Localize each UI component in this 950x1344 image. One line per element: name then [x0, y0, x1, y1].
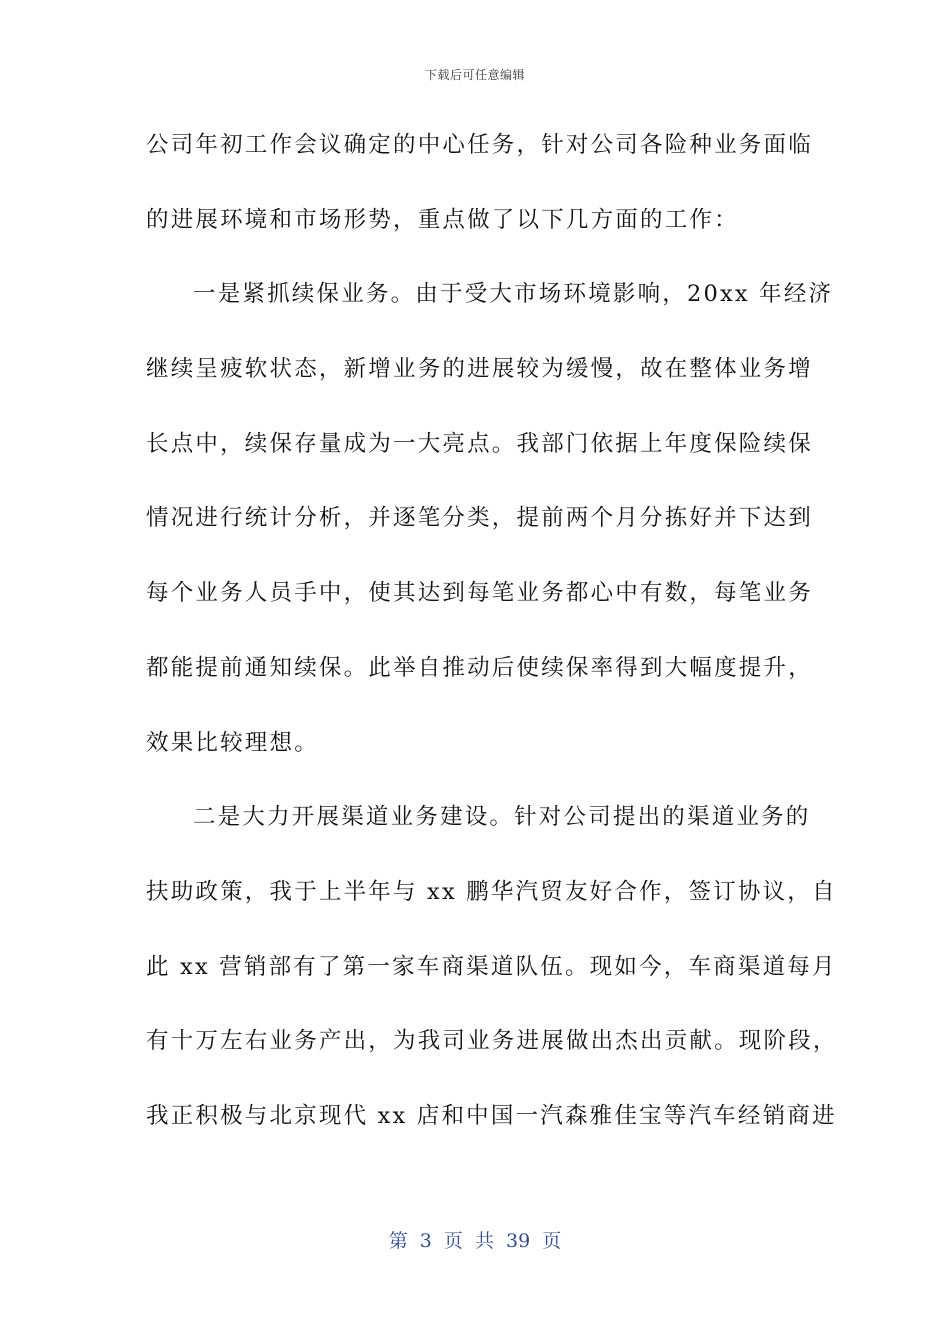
body-line: 公司年初工作会议确定的中心任务，针对公司各险种业务面临 [146, 132, 813, 158]
document-body [146, 120, 838, 1166]
body-line: 都能提前通知续保。此举自推动后使续保率得到大幅度提升， [146, 654, 813, 681]
paragraph-start-line: 二是大力开展渠道业务建设。针对公司提出的渠道业务的 [193, 804, 811, 831]
body-line: 我正积极与北京现代 xx 店和中国一汽森雅佳宝等汽车经销商进 [146, 1102, 837, 1129]
body-line: 有十万左右业务产出，为我司业务进展做出杰出贡献。现阶段， [146, 1028, 838, 1055]
header-note: 下载后可任意编辑 [424, 68, 525, 82]
body-line: 扶助政策，我于上半年与 xx 鹏华汽贸友好合作，签订协议，自 [146, 878, 837, 905]
paragraph-start-line: 一是紧抓续保业务。由于受大市场环境影响，20xx 年经济 [193, 281, 834, 308]
body-line: 长点中，续保存量成为一大亮点。我部门依据上年度保险续保 [146, 430, 813, 457]
body-line: 每个业务人员手中，使其达到每笔业务都心中有数，每笔业务 [146, 580, 813, 607]
body-line: 效果比较理想。 [146, 729, 319, 756]
body-line: 此 xx 营销部有了第一家车商渠道队伍。现如今，车商渠道每月 [146, 953, 837, 980]
page-number: 第 3 页 共 39 页 [388, 1230, 562, 1252]
body-line: 继续呈疲软状态，新增业务的进展较为缓慢，故在整体业务增 [146, 356, 813, 383]
body-line: 情况进行统计分析，并逐笔分类，提前两个月分拣好并下达到 [146, 505, 813, 532]
body-line: 的进展环境和市场形势，重点做了以下几方面的工作： [146, 206, 739, 233]
